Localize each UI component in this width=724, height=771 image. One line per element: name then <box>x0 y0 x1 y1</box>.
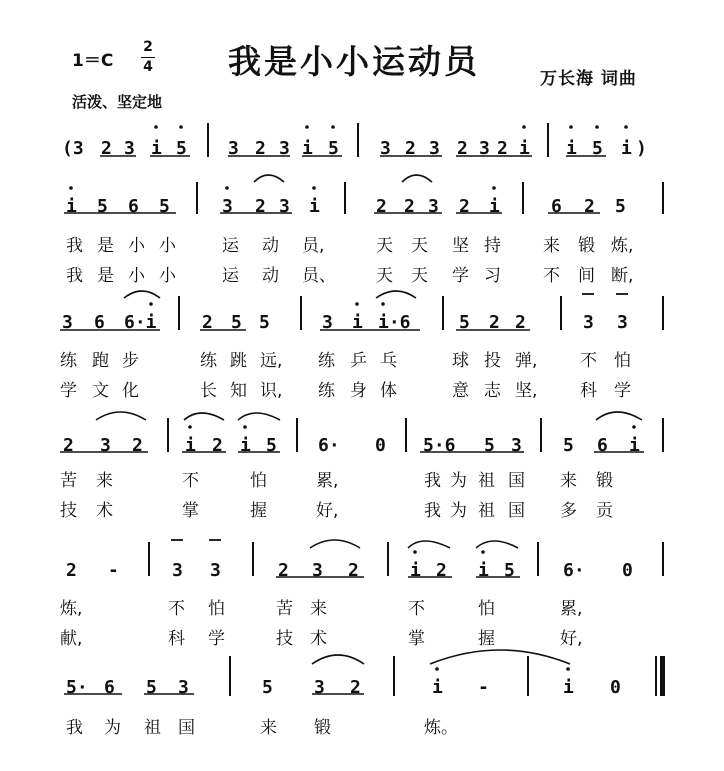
note: 5 <box>504 560 515 581</box>
lyric: 天 <box>376 266 393 286</box>
note: 2 <box>255 196 266 217</box>
lyric: 怕 <box>478 599 495 619</box>
lyric: 练 <box>200 351 217 371</box>
lyric: 炼, <box>611 236 634 256</box>
note: 5 <box>563 435 574 456</box>
lyric: 学 <box>208 629 225 649</box>
note: (3 <box>62 138 84 159</box>
lyric: 炼, <box>60 599 83 619</box>
note: 5 <box>328 138 339 159</box>
lyric: 祖 <box>478 501 495 521</box>
note: 2 <box>497 138 508 159</box>
lyric: 术 <box>96 501 113 521</box>
note: i <box>302 138 313 159</box>
lyric: 来 <box>543 236 560 256</box>
lyric: 弹, <box>515 351 538 371</box>
lyric: 运 <box>222 236 239 256</box>
lyric: 来 <box>96 471 113 491</box>
lyric: 跑 <box>92 351 109 371</box>
note: i <box>629 435 640 456</box>
lyric: 怕 <box>250 471 267 491</box>
lyric: 来 <box>260 718 277 738</box>
lyric: 我 <box>66 266 83 286</box>
note: 5 <box>231 312 242 333</box>
lyric: 不 <box>580 351 597 371</box>
lyric: 累, <box>560 599 583 619</box>
lyric: 不 <box>543 266 560 286</box>
lyric: 我 <box>424 471 441 491</box>
lyric: 间 <box>578 266 595 286</box>
note: i·6 <box>378 312 411 333</box>
note: 3 <box>322 312 333 333</box>
lyric: 科 <box>580 381 597 401</box>
lyric: 天 <box>411 266 428 286</box>
note: 3 <box>380 138 391 159</box>
lyric: 掌 <box>408 629 425 649</box>
note: 3 <box>210 560 221 581</box>
note: 2 <box>255 138 266 159</box>
note: - <box>478 677 489 698</box>
note: i <box>563 677 574 698</box>
lyric: 怕 <box>614 351 631 371</box>
tempo-marking: 活泼、坚定地 <box>72 93 163 111</box>
slur <box>310 540 360 548</box>
lyric: 识, <box>260 381 283 401</box>
lyric: 步 <box>122 351 139 371</box>
note: 2 <box>278 560 289 581</box>
key-signature: 1＝C <box>72 51 114 71</box>
lyric: 多 <box>560 501 577 521</box>
lyric: 乒 <box>350 351 367 371</box>
note: 5 <box>266 435 277 456</box>
note: 3 <box>279 138 290 159</box>
lyric: 术 <box>310 629 327 649</box>
note: 3 <box>479 138 490 159</box>
lyric: 贡 <box>596 501 613 521</box>
note: 2 <box>376 196 387 217</box>
lyric: 学 <box>60 381 77 401</box>
note: i <box>309 196 320 217</box>
lyric: 是 <box>97 236 114 256</box>
note: i <box>566 138 577 159</box>
note: 2 <box>405 138 416 159</box>
note: 6 <box>104 677 115 698</box>
time-sig-bottom: 4 <box>143 59 153 75</box>
lyric: 是 <box>97 266 114 286</box>
lyric: 化 <box>122 381 139 401</box>
note: 5 <box>484 435 495 456</box>
lyric: 断, <box>611 266 634 286</box>
lyric: 掌 <box>182 501 199 521</box>
lyric: 运 <box>222 266 239 286</box>
lyric: 来 <box>560 471 577 491</box>
lyric: 为 <box>104 718 121 738</box>
lyric: 握 <box>478 629 495 649</box>
lyric: 不 <box>168 599 185 619</box>
note: 5 <box>146 677 157 698</box>
lyric: 不 <box>182 471 199 491</box>
lyric: 小 <box>128 266 145 286</box>
slur <box>402 175 432 182</box>
lyric: 动 <box>262 236 279 256</box>
note: 5 <box>97 196 108 217</box>
slur <box>96 412 146 420</box>
slur <box>254 175 284 182</box>
lyric: 国 <box>508 471 525 491</box>
lyric: 祖 <box>144 718 161 738</box>
note: 5 <box>615 196 626 217</box>
note: 2 <box>457 138 468 159</box>
note: 3 <box>617 312 628 333</box>
note: 3 <box>178 677 189 698</box>
lyric: 锻 <box>596 471 613 491</box>
note: 2 <box>459 196 470 217</box>
note: 3 <box>429 138 440 159</box>
note: 2 <box>101 138 112 159</box>
note: 3 <box>222 196 233 217</box>
lyric: 投 <box>484 351 501 371</box>
lyric: 远, <box>260 351 283 371</box>
note: 0 <box>610 677 621 698</box>
note: 2 <box>404 196 415 217</box>
lyric: 我 <box>66 236 83 256</box>
lyric: 祖 <box>478 471 495 491</box>
lyric: 持 <box>484 236 501 256</box>
lyric: 天 <box>376 236 393 256</box>
lyric: 国 <box>178 718 195 738</box>
lyric: 技 <box>276 629 293 649</box>
slur <box>408 541 450 548</box>
lyric: 长 <box>200 381 217 401</box>
lyric: 体 <box>380 381 397 401</box>
lyric: 好, <box>316 501 339 521</box>
note: 2 <box>212 435 223 456</box>
lyric: 为 <box>450 471 467 491</box>
note: 3 <box>100 435 111 456</box>
song-title: 我是小小运动员 <box>228 42 480 81</box>
note: 5 <box>592 138 603 159</box>
lyric: 练 <box>318 381 335 401</box>
note: 3 <box>228 138 239 159</box>
lyric: 学 <box>614 381 631 401</box>
lyric: 习 <box>484 266 501 286</box>
note: - <box>108 560 119 581</box>
note: 6·i <box>124 312 157 333</box>
lyric: 小 <box>159 236 176 256</box>
lyric: 锻 <box>578 236 595 256</box>
slur <box>376 291 416 298</box>
note: 2 <box>63 435 74 456</box>
note: 2 <box>202 312 213 333</box>
note: 6 <box>94 312 105 333</box>
lyric: 国 <box>508 501 525 521</box>
lyric: 我 <box>66 718 83 738</box>
lyric: 累, <box>316 471 339 491</box>
note: i <box>352 312 363 333</box>
lyric: 技 <box>60 501 77 521</box>
lyric: 小 <box>159 266 176 286</box>
lyric: 锻 <box>314 718 331 738</box>
lyric: 科 <box>168 629 185 649</box>
lyric: 学 <box>452 266 469 286</box>
note: i <box>240 435 251 456</box>
note: 3 <box>583 312 594 333</box>
note: 5· <box>66 677 88 698</box>
lyric: 员, <box>302 236 325 256</box>
note: 2 <box>350 677 361 698</box>
note: 2 <box>348 560 359 581</box>
note: i <box>410 560 421 581</box>
slur <box>476 541 518 548</box>
note: i <box>185 435 196 456</box>
lyric: 苦 <box>276 599 293 619</box>
lyric: 意 <box>452 381 469 401</box>
note: 2 <box>584 196 595 217</box>
lyric: 好, <box>560 629 583 649</box>
note: 2 <box>132 435 143 456</box>
note: 6· <box>318 435 340 456</box>
note: 2 <box>515 312 526 333</box>
note: 5 <box>262 677 273 698</box>
note: 0 <box>375 435 386 456</box>
lyric: 乓 <box>380 351 397 371</box>
note: 3 <box>172 560 183 581</box>
slur <box>238 413 280 420</box>
slur <box>312 655 364 664</box>
slur <box>430 650 570 664</box>
lyric: 献, <box>60 629 83 649</box>
lyric: 动 <box>262 266 279 286</box>
note: i <box>66 196 77 217</box>
note: 3 <box>314 677 325 698</box>
lyric: 炼。 <box>424 718 458 738</box>
lyric: 来 <box>310 599 327 619</box>
note: 3 <box>312 560 323 581</box>
note: i <box>478 560 489 581</box>
lyric: 知 <box>230 381 247 401</box>
lyric: 不 <box>408 599 425 619</box>
slur <box>184 413 224 420</box>
lyric: 练 <box>318 351 335 371</box>
lyric: 天 <box>411 236 428 256</box>
lyric: 跳 <box>230 351 247 371</box>
note: i <box>151 138 162 159</box>
lyric: 小 <box>128 236 145 256</box>
lyric: 练 <box>60 351 77 371</box>
slur <box>124 291 160 298</box>
lyric: 身 <box>350 381 367 401</box>
note: 0 <box>622 560 633 581</box>
note: 6 <box>597 435 608 456</box>
lyric: 坚, <box>515 381 538 401</box>
note: 5·6 <box>423 435 456 456</box>
note: 3 <box>428 196 439 217</box>
note: 6· <box>563 560 585 581</box>
note: 3 <box>511 435 522 456</box>
lyric: 坚 <box>452 236 469 256</box>
time-sig-top: 2 <box>143 39 153 55</box>
note: i <box>489 196 500 217</box>
note: 5 <box>459 312 470 333</box>
note: ) <box>636 138 647 159</box>
note: i <box>432 677 443 698</box>
lyric: 我 <box>424 501 441 521</box>
note: 3 <box>279 196 290 217</box>
note: 2 <box>66 560 77 581</box>
lyric: 文 <box>92 381 109 401</box>
note: 5 <box>159 196 170 217</box>
lyric: 球 <box>452 351 469 371</box>
lyric: 怕 <box>208 599 225 619</box>
note: 3 <box>124 138 135 159</box>
note: i <box>519 138 530 159</box>
lyric: 苦 <box>60 471 77 491</box>
lyric: 为 <box>450 501 467 521</box>
note: 2 <box>436 560 447 581</box>
note: 6 <box>128 196 139 217</box>
note: 5 <box>259 312 270 333</box>
note: 6 <box>551 196 562 217</box>
note: 2 <box>489 312 500 333</box>
lyric: 员、 <box>302 266 336 286</box>
note: 5 <box>176 138 187 159</box>
note: 3 <box>62 312 73 333</box>
lyric: 握 <box>250 501 267 521</box>
lyric: 志 <box>484 381 501 401</box>
author-credit: 万长海 词曲 <box>540 69 637 89</box>
note: i <box>621 138 632 159</box>
slur <box>596 412 642 420</box>
